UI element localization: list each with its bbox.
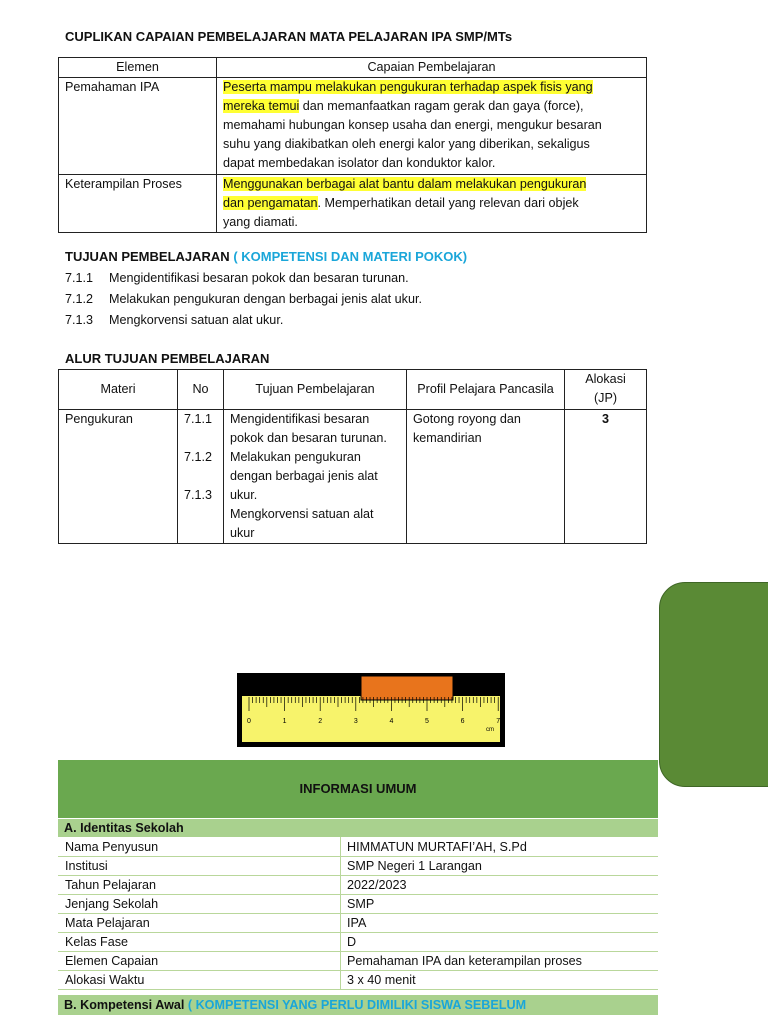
list-item: 7.1.2 Melakukan pengukuran dengan berbagai jenis alat ukur. <box>65 292 422 306</box>
identitas-table <box>58 837 658 990</box>
side-decoration-shape <box>659 582 768 787</box>
tp-subtitle: ( KOMPETENSI DAN MATERI POKOK) <box>233 249 468 264</box>
ruler-label: 0 <box>247 718 251 725</box>
table-row: Jenjang Sekolah SMP <box>59 895 658 914</box>
ruler-label: 4 <box>389 718 394 725</box>
table-row: Elemen Capaian Pemahaman IPA dan keterampilan proses <box>59 952 658 971</box>
cp-capaian-2: Menggunakan berbagai alat bantu dalam melakukan pengukuran dan pengamatan. Memperhatikan detail yang relevan dari objek yang diamati. <box>217 175 647 233</box>
cp-title: CUPLIKAN CAPAIAN PEMBELAJARAN MATA PELAJARAN IPA SMP/MTs <box>65 29 513 44</box>
info-header-title: INFORMASI UMUM <box>299 781 417 796</box>
atp-profil: Gotong royong dan kemandirian <box>407 410 565 544</box>
atp-alokasi: 3 <box>565 410 647 544</box>
list-item: 7.1.1 Mengidentifikasi besaran pokok dan besaran turunan. <box>65 271 409 285</box>
cp-capaian-1: Peserta mampu melakukan pengukuran terhadap aspek fisis yang mereka temui dan memanfaatkan ragam gerak dan gaya (force), memahami hubungan konsep usaha dan energi, mengukur besaran suhu yang diakibatkan oleh energi kalor yang diberikan, sekaligus dapat membedakan isolator dan konduktor kalor. <box>217 78 647 175</box>
table-row: Mata Pelajaran IPA <box>59 914 658 933</box>
ruler-unit: cm <box>486 727 494 733</box>
ruler-label: 3 <box>353 718 358 725</box>
measured-object <box>361 676 453 700</box>
atp-table <box>58 369 647 544</box>
cp-table <box>58 57 647 233</box>
atp-header-profil: Profil Pelajara Pancasila <box>407 370 565 410</box>
section-b-bar: B. Kompetensi Awal ( KOMPETENSI YANG PERLU DIMILIKI SISWA SEBELUM <box>58 995 658 1015</box>
ruler-label: 1 <box>282 718 287 725</box>
cp-elemen-2: Keterampilan Proses <box>59 175 217 233</box>
atp-title: ALUR TUJUAN PEMBELAJARAN <box>65 351 270 366</box>
atp-header-materi: Materi <box>59 370 178 410</box>
atp-materi: Pengukuran <box>59 410 178 544</box>
table-row: Institusi SMP Negeri 1 Larangan <box>59 857 658 876</box>
ruler-label: 5 <box>425 718 429 725</box>
cp-header-capaian: Capaian Pembelajaran <box>217 58 647 78</box>
ruler-label: 6 <box>460 718 465 725</box>
atp-tujuan: Mengidentifikasi besaran pokok dan besaran turunan. Melakukan pengukuran dengan berbagai jenis alat ukur. Mengkorvensi satuan alat ukur <box>224 410 407 544</box>
list-item: 7.1.3 Mengkorvensi satuan alat ukur. <box>65 313 284 327</box>
ruler-label: 2 <box>318 718 323 725</box>
cp-elemen-1: Pemahaman IPA <box>59 78 217 175</box>
ruler-illustration <box>236 672 506 748</box>
tp-title: TUJUAN PEMBELAJARAN ( KOMPETENSI DAN MATERI POKOK) <box>65 249 468 264</box>
table-row: Nama Penyusun HIMMATUN MURTAFI’AH, S.Pd <box>59 838 658 857</box>
atp-nos: 7.1.1 7.1.2 7.1.3 <box>178 410 224 544</box>
table-row: Tahun Pelajaran 2022/2023 <box>59 876 658 895</box>
table-row: Alokasi Waktu 3 x 40 menit <box>59 971 658 990</box>
atp-header-alokasi: Alokasi (JP) <box>565 370 647 410</box>
atp-header-no: No <box>178 370 224 410</box>
tp-list <box>65 268 422 331</box>
section-b-note: ( KOMPETENSI YANG PERLU DIMILIKI SISWA SEBELUM <box>187 998 527 1012</box>
atp-header-tujuan: Tujuan Pembelajaran <box>224 370 407 410</box>
table-row: Kelas Fase D <box>59 933 658 952</box>
ruler-label: 7 <box>496 718 501 725</box>
section-a-bar: A. Identitas Sekolah <box>58 819 658 837</box>
info-header <box>58 760 658 818</box>
cp-header-elemen: Elemen <box>59 58 217 78</box>
